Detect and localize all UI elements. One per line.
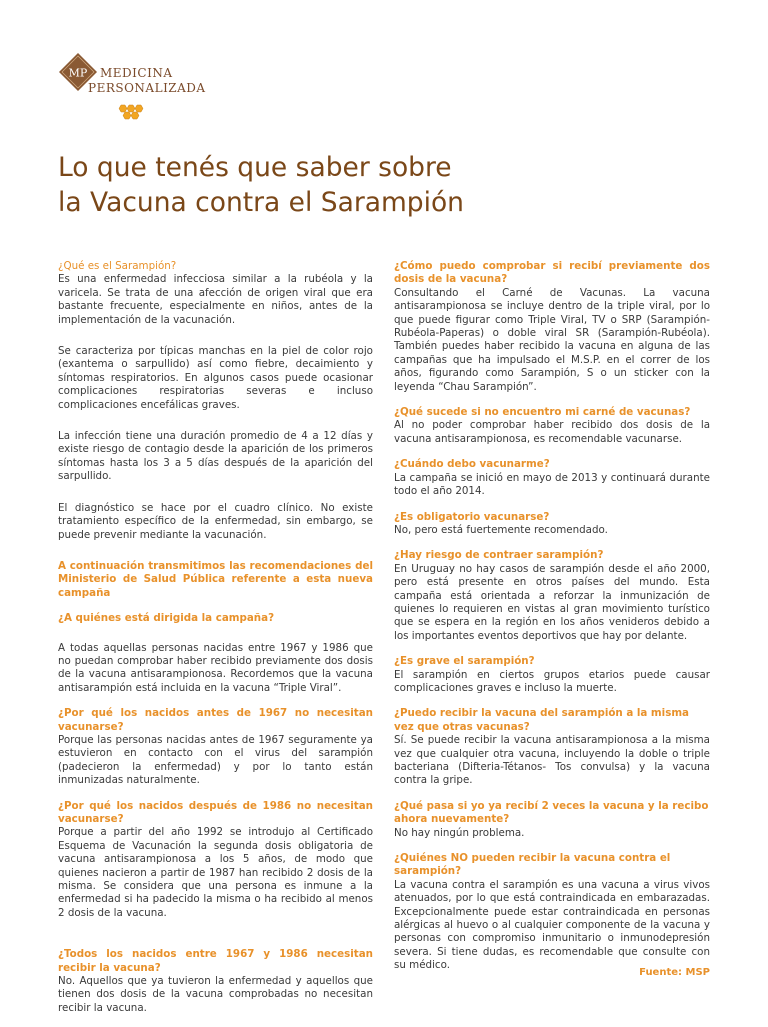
answer-paragraph: Porque las personas nacidas antes de 1967 seguramente ya estuvieron en contacto con el virus del sarampión (padecieron la enfermedad) y por lo tanto están inmunizadas naturalmente.	[58, 733, 373, 787]
section-todos-nacidos	[58, 948, 373, 1015]
answer-paragraph: Es una enfermedad infecciosa similar a la rubéola y la varicela. Se trata de una afección de origen viral que era bastante frecuente, especialmente en niños, antes de la implementación de la vacunación.	[58, 273, 373, 326]
section-que-es	[58, 260, 373, 327]
section-sintomas	[58, 345, 373, 412]
answer-paragraph: Se caracteriza por típicas manchas en la piel de color rojo (exantema o sarpullido) así como fiebre, decaimiento y síntomas respiratorios. En algunos casos puede ocasionar complicaciones respiratorias severas e incluso complicaciones encefálicas graves.	[58, 345, 373, 411]
question-heading: ¿Por qué los nacidos antes de 1967 no necesitan vacunarse?	[58, 707, 373, 733]
answer-paragraph: Porque a partir del año 1992 se introdujo al Certificado Esquema de Vacunación la segunda dosis obligatoria de vacuna antisarampionosa a los 5 años, de modo que quienes nacieron a partir de 1987 han recibido 2 dosis de la misma. Se considera que una persona es inmune a la enfermedad si ha padecido la misma o ha recibido al menos 2 dosis de la vacuna.	[58, 826, 373, 919]
intro-heading: A continuación transmitimos las recomendaciones del Ministerio de Salud Pública referente a esta nueva campaña	[58, 559, 373, 599]
section-carne	[394, 406, 710, 446]
section-antes-1967	[58, 707, 373, 787]
answer-paragraph: A todas aquellas personas nacidas entre 1967 y 1986 que no puedan comprobar haber recibido previamente dos dosis de la vacuna antisarampionosa. Recordemos que la vacuna antisarampión está incluida en la vacuna “Triple Viral”.	[58, 641, 373, 694]
question-heading: ¿Todos los nacidos entre 1967 y 1986 necesitan recibir la vacuna?	[58, 948, 373, 974]
section-despues-1986	[58, 800, 373, 921]
section-quienes-no	[394, 852, 710, 973]
question-heading: ¿Cuándo debo vacunarme?	[394, 458, 550, 471]
question-heading: ¿Puedo recibir la vacuna del sarampión a la misma vez que otras vacunas?	[394, 707, 689, 733]
section-obligatorio	[394, 511, 710, 538]
honeycomb-icon	[116, 104, 146, 120]
answer-paragraph: El sarampión en ciertos grupos etarios puede causar complicaciones graves e incluso la muerte.	[394, 668, 710, 694]
section-grave	[394, 655, 710, 695]
section-a-quienes	[58, 612, 373, 625]
answer-paragraph: Al no poder comprobar haber recibido dos dosis de la vacuna antisarampionosa, es recomendable vacunarse.	[394, 419, 710, 445]
question-heading: ¿Cómo puedo comprobar si recibí previamente dos dosis de la vacuna?	[394, 260, 710, 286]
logo-line-2: PERSONALIZADA	[88, 81, 206, 95]
section-dos-veces	[394, 800, 710, 840]
source-note: Fuente: MSP	[639, 967, 710, 978]
section-misma-vez	[394, 707, 710, 787]
section-riesgo	[394, 549, 710, 643]
section-a-quienes-answer	[58, 642, 373, 696]
answer-paragraph: Consultando el Carné de Vacunas. La vacuna antisarampionosa se incluye dentro de la triple viral, por lo que puede figurar como Triple Viral, TV o SRP (Sarampión-Rubéola-Paperas) o doble viral SR (Sarampión-Rubéola). También puedes haber recibido la vacuna en alguna de las campañas que ha impulsado el M.S.P. en el correr de los años, figurando como Sarampión, S o un sticker con la leyenda “Chau Sarampión”.	[394, 286, 710, 393]
answer-paragraph: Sí. Se puede recibir la vacuna antisarampionosa a la misma vez que cualquier otra vacuna, incluyendo la doble o triple bacteriana (Difteria-Tétanos- Tos convulsa) y la vacuna contra la gripe.	[394, 734, 710, 787]
question-heading: ¿Por qué los nacidos después de 1986 no necesitan vacunarse?	[58, 799, 373, 825]
answer-paragraph: La infección tiene una duración promedio de 4 a 12 días y existe riesgo de contagio desde la aparición de los primeros síntomas hasta los 3 a 5 días después de la aparición del sarpullido.	[58, 430, 373, 483]
answer-paragraph: No hay ningún problema.	[394, 826, 525, 839]
question-heading: ¿Qué pasa si yo ya recibí 2 veces la vacuna y la recibo ahora nuevamente?	[394, 799, 709, 826]
answer-paragraph: El diagnóstico se hace por el cuadro clínico. No existe tratamiento específico de la enfermedad, sin embargo, se puede prevenir mediante la vacunación.	[58, 501, 373, 541]
answer-paragraph: No. Aquellos que ya tuvieron la enfermedad y aquellos que tienen dos dosis de la vacuna comprobadas no necesitan recibir la vacuna.	[58, 975, 373, 1014]
section-intro	[58, 560, 373, 600]
answer-paragraph: La vacuna contra el sarampión es una vacuna a virus vivos atenuados, por lo que está contraindicada en embarazadas. Excepcionalmente puede estar contraindicada en personas alérgicas al huevo o al cualquier componente de la vacuna y personas con compromiso inmunitario o inmunodepresión severa. Si tiene dudas, es recomendable que consulte con su médico.	[394, 878, 710, 972]
question-heading: ¿Es obligatorio vacunarse?	[394, 510, 550, 523]
page-title	[58, 150, 718, 220]
question-heading: ¿Quiénes NO pueden recibir la vacuna contra el sarampión?	[394, 852, 671, 878]
answer-paragraph: No, pero está fuertemente recomendado.	[394, 523, 608, 536]
title-line-1: Lo que tenés que saber sobre	[58, 152, 452, 183]
section-diagnostico	[58, 502, 373, 542]
logo-mark-text: MP	[68, 66, 88, 80]
section-comprobar	[394, 260, 710, 394]
answer-paragraph: En Uruguay no hay casos de sarampión desde el año 2000, pero está presente en otros países del mundo. Esta campaña está orientada a reforzar la inmunización de quienes lo requieren en vistas al gran movimiento turístico que se espera en la región en los años venideros debido a los importantes eventos deportivos que hay por delante.	[394, 562, 710, 642]
question-heading: ¿Qué es el Sarampión?	[58, 260, 177, 272]
question-heading: ¿Es grave el sarampión?	[394, 655, 535, 668]
question-heading: ¿Qué sucede si no encuentro mi carné de vacunas?	[394, 406, 691, 419]
answer-paragraph: La campaña se inició en mayo de 2013 y continuará durante todo el año 2014.	[394, 471, 710, 498]
title-line-2: la Vacuna contra el Sarampión	[58, 187, 464, 218]
logo-wordmark	[88, 66, 206, 96]
section-cuando	[394, 458, 710, 498]
logo-line-1: MEDICINA	[100, 66, 173, 80]
section-duracion	[58, 430, 373, 484]
right-column	[394, 260, 710, 985]
question-heading: ¿A quiénes está dirigida la campaña?	[58, 612, 275, 625]
left-column	[58, 260, 373, 1027]
logo	[58, 52, 206, 132]
question-heading: ¿Hay riesgo de contraer sarampión?	[394, 549, 604, 562]
